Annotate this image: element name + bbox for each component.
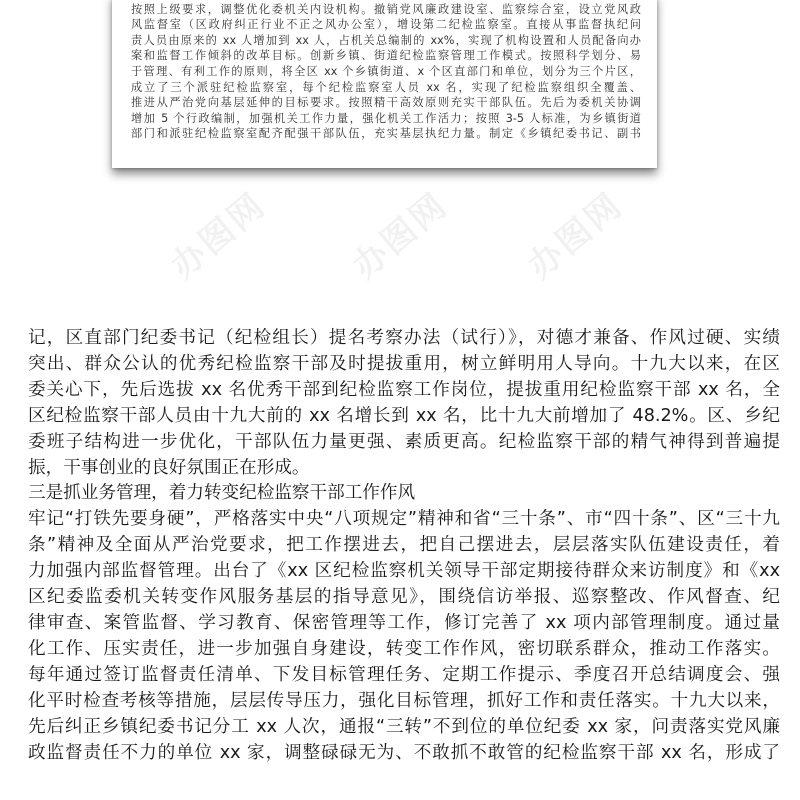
excerpt-line: 案和监督工作倾斜的改革目标。创新乡镇、街道纪检监察管理工作模式。按照科学划分、易 (131, 49, 641, 63)
excerpt-line: 成立了三个派驻纪检监察室，每个纪检监察室人员 xx 名，实现了纪检监察组织全覆盖、 (131, 80, 641, 94)
paragraph-line: 政监督责任不力的单位 xx 家，调整碌碌无为、不敢抓不敢管的纪检监察干部 xx 名，形成了 (28, 742, 780, 763)
article-body (28, 326, 780, 766)
paragraph-line: 条”精神及全面从严治党要求，把工作摆进去，把自己摆进去，层层落实队伍建设责任，着 (28, 535, 780, 556)
paragraph-line: 化工作、压实责任，进一步加强自身建设，转变工作作风，密切联系群众，推动工作落实。 (28, 638, 780, 659)
paragraph-line: 区纪委监委机关转变作风服务基层的指导意见》，围绕信访举报、巡察整改、作风督查、纪 (28, 587, 780, 608)
paragraph-line: 振，干事创业的良好氛围正在形成。 (28, 457, 310, 478)
paragraph-line: 律审查、案管监督、学习教育、保密管理等工作，修订完善了 xx 项内部管理制度。通过量 (28, 612, 780, 633)
section-heading: 三是抓业务管理，着力转变纪检监察干部工作作风 (28, 483, 416, 504)
excerpt-line: 推进从严治党向基层延伸的目标要求。按照精干高效原则充实干部队伍。先后为委机关协调 (131, 96, 641, 110)
paragraph-line: 力加强内部监督管理。出台了《xx 区纪检监察机关领导干部定期接待群众来访制度》和《xx (28, 561, 780, 582)
paragraph-line: 委关心下，先后选拔 xx 名优秀干部到纪检监察工作岗位，提拔重用纪检监察干部 xx 名，全 (28, 379, 780, 400)
excerpt-line: 部门和派驻纪检监察室配齐配强干部队伍，充实基层执纪力量。制定《乡镇纪委书记、副书 (131, 127, 641, 141)
excerpt-line: 按照上级要求，调整优化委机关内设机构。撤销党风廉政建设室、监察综合室，设立党风政 (131, 2, 641, 16)
paragraph-line: 化平时检查考核等措施，层层传导压力，强化目标管理，抓好工作和责任落实。十九大以来， (28, 690, 780, 711)
paragraph-line: 先后纠正乡镇纪委书记分工 xx 人次，通报“三转”不到位的单位纪委 xx 家，问责落实党风廉 (28, 716, 780, 737)
paragraph-line: 区纪检监察干部人员由十九大前的 xx 名增长到 xx 名，比十九大前增加了 48.2%。区、乡纪 (28, 405, 780, 426)
paragraph-line: 每年通过签订监督责任清单、下发目标管理任务、定期工作提示、季度召开总结调度会、强 (28, 664, 780, 685)
excerpt-line: 责人员由原来的 xx 人增加到 xx 人，占机关总编制的 xx%，实现了机构设置和人员配备向办 (131, 33, 641, 47)
excerpt-line: 于管理、有利工作的原则，将全区 xx 个乡镇街道、x 个区直部门和单位，划分为三个片区， (131, 64, 641, 78)
excerpt-line: 风监督室（区政府纠正行业不正之风办公室），增设第二纪检监察室。直接从事监督执纪问 (131, 18, 641, 32)
paragraph-line: 记，区直部门纪委书记（纪检组长）提名考察办法（试行）》，对德才兼备、作风过硬、实绩 (28, 328, 780, 348)
paragraph-line: 委班子结构进一步优化，干部队伍力量更强、素质更高。纪检监察干部的精气神得到普遍提 (28, 431, 780, 452)
excerpt-text (131, 0, 641, 142)
excerpt-card (112, 0, 657, 168)
watermark: 办图网 (520, 184, 631, 287)
paragraph-line: 牢记“打铁先要身硬”，严格落实中央“八项规定”精神和省“三十条”、市“四十条”、区“三十九 (28, 509, 780, 530)
paragraph-line: 突出、群众公认的优秀纪检监察干部及时提拔重用，树立鲜明用人导向。十九大以来，在区 (28, 353, 780, 374)
watermark: 办图网 (345, 184, 456, 287)
excerpt-line: 增加 5 个行政编制，加强机关工作力量，强化机关工作活力；按照 3-5 人标准，为乡镇街道 (131, 111, 641, 125)
watermark: 办图网 (163, 184, 274, 287)
